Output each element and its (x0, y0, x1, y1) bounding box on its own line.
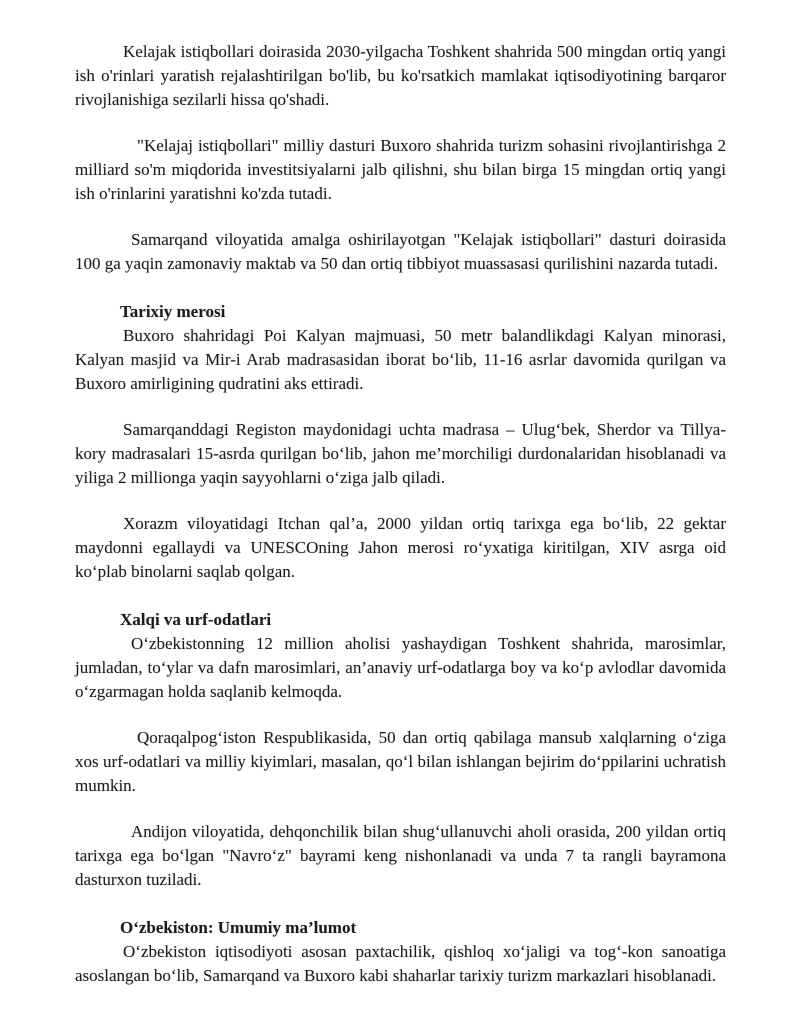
paragraph: Qoraqalpog‘iston Respublikasida, 50 dan ortiq qabilaga mansub xalqlarning o‘ziga xos urf-odatlari va milliy kiyimlari, masalan, qo‘l bilan ishlangan bejirim do‘ppilarini uchratish mumkin. (75, 728, 726, 795)
paragraph: Xorazm viloyatidagi Itchan qal’a, 2000 yildan ortiq tarixga ega bo‘lib, 22 gektar maydonni egallaydi va UNESCOning Jahon merosi ro‘yxatiga kiritilgan, XIV asrga oid ko‘plab binolarni saqlab qolgan. (75, 514, 726, 581)
paragraph: Samarqanddagi Registon maydonidagi uchta madrasa – Ulug‘bek, Sherdor va Tillya-kory madrasalari 15-asrda qurilgan bo‘lib, jahon me’morchiligi durdonalaridan hisoblanadi va yiliga 2 millionga yaqin sayyohlarni o‘ziga jalb qiladi. (75, 420, 726, 487)
heritage-section (75, 300, 726, 584)
section-heading: Tarixiy merosi (120, 302, 226, 321)
paragraph: Samarqand viloyatida amalga oshirilayotgan "Kelajak istiqbollari" dasturi doirasida 100 ga yaqin zamonaviy maktab va 50 dan ortiq tibbiyot muassasasi qurilishini nazarda tutadi. (75, 230, 726, 273)
general-section (75, 916, 726, 988)
section-heading: Xalqi va urf-odatlari (120, 610, 272, 629)
paragraph: Andijon viloyatida, dehqonchilik bilan shug‘ullanuvchi aholi orasida, 200 yildan ortiq tarixga ega bo‘lgan "Navro‘z" bayrami keng nishonlanadi va unda 7 ta rangli bayramona dasturxon tuziladi. (75, 822, 726, 889)
paragraph: O‘zbekiston iqtisodiyoti asosan paxtachilik, qishloq xo‘jaligi va tog‘-kon sanoatiga asoslangan bo‘lib, Samarqand va Buxoro kabi shaharlar tarixiy turizm markazlari hisoblanadi. (75, 942, 726, 985)
section-heading: O‘zbekiston: Umumiy ma’lumot (120, 918, 357, 937)
paragraph: Kelajak istiqbollari doirasida 2030-yilgacha Toshkent shahrida 500 mingdan ortiq yangi ish o'rinlari yaratish rejalashtirilgan bo'lib, bu ko'rsatkich mamlakat iqtisodiyotining barqaror rivojlanishiga sezilarli hissa qo'shadi. (75, 42, 726, 109)
paragraph: Buxoro shahridagi Poi Kalyan majmuasi, 50 metr balandlikdagi Kalyan minorasi, Kalyan masjid va Mir-i Arab madrasasidan iborat bo‘lib, 11-16 asrlar davomida qurilgan va Buxoro amirligining qudratini aks ettiradi. (75, 326, 726, 393)
traditions-section (75, 608, 726, 892)
paragraph: O‘zbekistonning 12 million aholisi yashaydigan Toshkent shahrida, marosimlar, jumladan, to‘ylar va dafn marosimlari, an’anaviy urf-odatlarga boy va ko‘p avlodlar davomida o‘zgarmagan holda saqlanib kelmoqda. (75, 634, 726, 701)
document-page (75, 40, 726, 1010)
paragraph: "Kelajaj istiqbollari" milliy dasturi Buxoro shahrida turizm sohasini rivojlantirishga 2 milliard so'm miqdorida investitsiyalarni jalb qilishni, shu bilan birga 15 mingdan ortiq yangi ish o'rinlarini yaratishni ko'zda tutadi. (75, 136, 726, 203)
intro-section (75, 40, 726, 276)
